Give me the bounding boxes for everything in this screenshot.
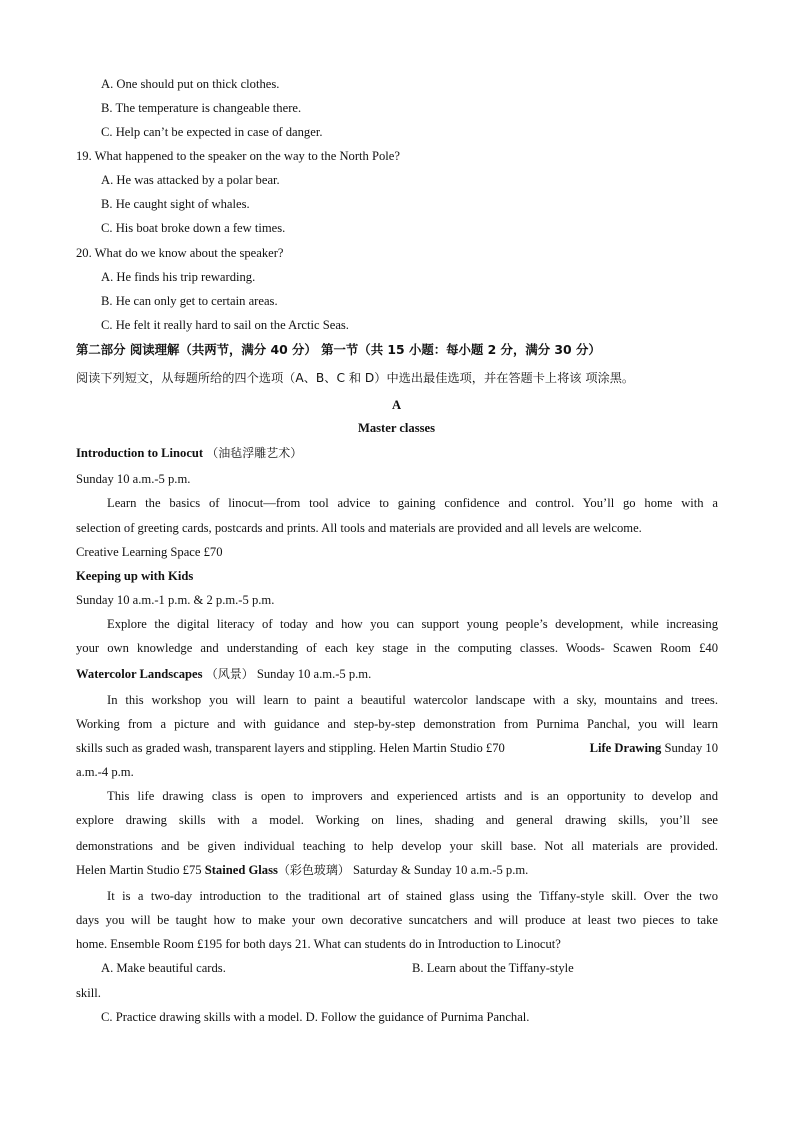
- kids-time: Sunday 10 a.m.-1 p.m. & 2 p.m.-5 p.m.: [76, 593, 275, 607]
- linocut-heading: [76, 445, 302, 461]
- watercolor-time: Sunday 10 a.m.-5 p.m.: [256, 667, 372, 681]
- q21-option-b-cont: skill.: [76, 986, 101, 1000]
- linocut-venue-price: Creative Learning Space £70: [76, 545, 223, 559]
- q20-option-a: A. He finds his trip rewarding.: [101, 270, 256, 284]
- q21-option-a: A. Make beautiful cards.: [101, 961, 226, 975]
- kids-line-2: your own knowledge and understanding of each key stage in the computing classes. Woods- Scawen Room £40: [76, 641, 718, 655]
- life-drawing-time-a: Sunday 10: [664, 741, 718, 755]
- q19-stem: 19. What happened to the speaker on the way to the North Pole?: [76, 149, 400, 163]
- passage-letter: A: [391, 398, 402, 412]
- q18-option-c: C. Help can’t be expected in case of danger.: [101, 125, 323, 139]
- life-drawing-name: Life Drawing: [589, 741, 662, 755]
- q20-option-b: B. He can only get to certain areas.: [101, 294, 278, 308]
- life-venue-price: Helen Martin Studio £75: [76, 863, 202, 877]
- q19-option-a: A. He was attacked by a polar bear.: [101, 173, 280, 187]
- q21-option-b: B. Learn about the Tiffany-style: [412, 961, 574, 975]
- q20-stem: 20. What do we know about the speaker?: [76, 246, 284, 260]
- q18-option-a: A. One should put on thick clothes.: [101, 77, 280, 91]
- kids-line-1: Explore the digital literacy of today and how you can support young people’s development, while increasing: [107, 617, 718, 631]
- q19-option-b: B. He caught sight of whales.: [101, 197, 250, 211]
- life-line-1: This life drawing class is open to improvers and experienced artists and is an opportunity to develop and: [107, 789, 718, 803]
- q18-option-b: B. The temperature is changeable there.: [101, 101, 302, 115]
- linocut-name: Introduction to Linocut: [76, 446, 204, 460]
- linocut-time: Sunday 10 a.m.-5 p.m.: [76, 472, 191, 486]
- watercolor-line-1: In this workshop you will learn to paint a beautiful watercolor landscape with a sky, mountains and trees.: [107, 693, 718, 707]
- part2-instruction: 阅读下列短文，从每题所给的四个选项（A、B、C 和 D）中选出最佳选项，并在答题卡上将该 项涂黑。: [76, 371, 635, 385]
- life-venue-line: [76, 862, 528, 878]
- stained-glass-cn: （彩色玻璃）: [277, 863, 350, 877]
- watercolor-line-3: [76, 740, 718, 756]
- linocut-cn: （油毡浮雕艺术）: [206, 446, 303, 460]
- kids-name: Keeping up with Kids: [76, 569, 194, 583]
- watercolor-cn: （风景）: [205, 667, 254, 681]
- q19-option-c: C. His boat broke down a few times.: [101, 221, 286, 235]
- watercolor-line-3-text: skills such as graded wash, transparent layers and stippling. Helen Martin Studio £70: [76, 741, 505, 755]
- watercolor-heading: [76, 666, 371, 682]
- life-drawing-time-b: a.m.-4 p.m.: [76, 765, 134, 779]
- watercolor-name: Watercolor Landscapes: [76, 667, 203, 681]
- linocut-line-2: selection of greeting cards, postcards and prints. All tools and materials are provided and all levels are welcome.: [76, 521, 642, 535]
- life-line-2: explore drawing skills with a model. Working on lines, shading and general drawing skills, you’ll see: [76, 813, 718, 827]
- stained-glass-time: Saturday & Sunday 10 a.m.-5 p.m.: [353, 863, 529, 877]
- passage-title: Master classes: [357, 421, 436, 435]
- glass-line-1: It is a two-day introduction to the traditional art of stained glass using the Tiffany-style skill. Over the two: [107, 889, 718, 903]
- watercolor-line-2: Working from a picture and with guidance and step-by-step demonstration from Purnima Panchal, you will learn: [76, 717, 718, 731]
- glass-line-3: home. Ensemble Room £195 for both days 21. What can students do in Introduction to Linocut?: [76, 937, 561, 951]
- q21-options-cd: C. Practice drawing skills with a model. D. Follow the guidance of Purnima Panchal.: [101, 1010, 530, 1024]
- life-line-3: demonstrations and be given individual teaching to help develop your skill base. Not all materials are provided.: [76, 839, 718, 853]
- part2-heading: 第二部分 阅读理解（共两节，满分 40 分） 第一节（共 15 小题：每小题 2 分，满分 30 分）: [76, 342, 601, 357]
- q20-option-c: C. He felt it really hard to sail on the Arctic Seas.: [101, 318, 349, 332]
- linocut-line-1: Learn the basics of linocut—from tool advice to gaining confidence and control. You’ll go home with a: [107, 496, 718, 510]
- glass-line-2: days you will be taught how to make your own decorative suncatchers and will produce at least two pieces to take: [76, 913, 718, 927]
- stained-glass-name: Stained Glass: [204, 863, 278, 877]
